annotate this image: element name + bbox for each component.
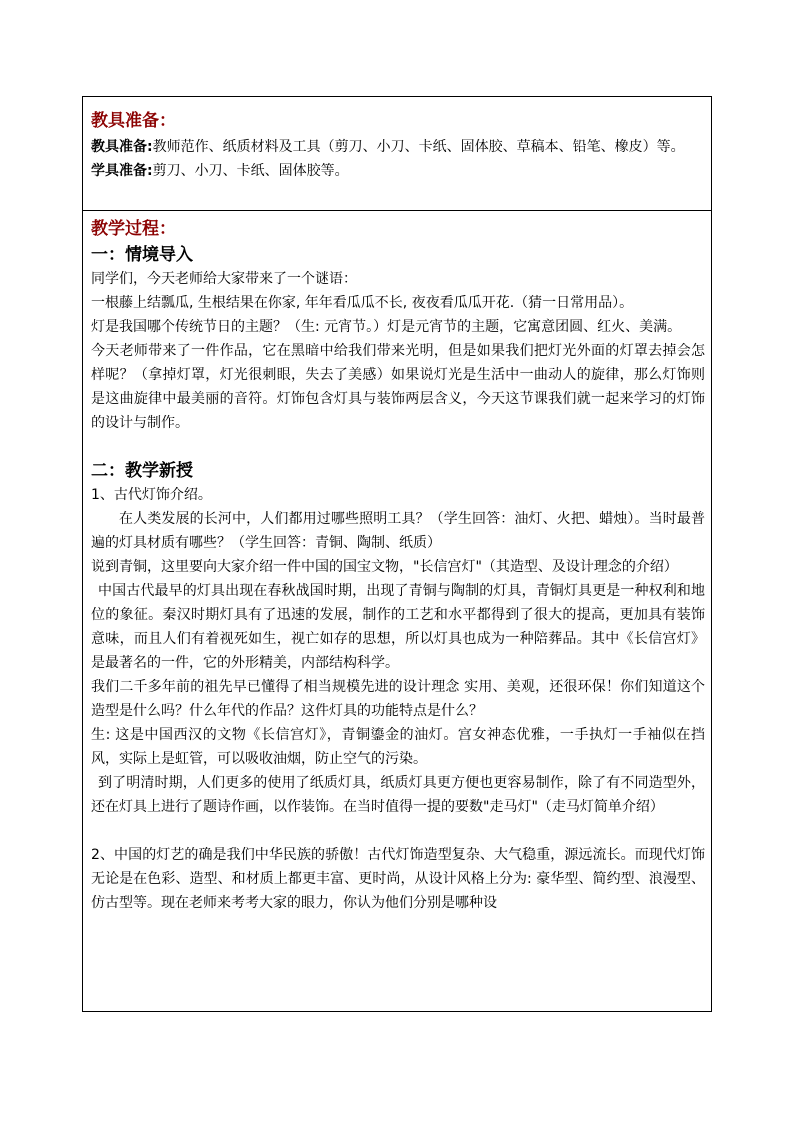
part2-paragraph-design: 我们二千多年前的祖先早已懂得了相当规模先进的设计理念 实用、美观，还很环保！你们知道这个造型是什么吗？什么年代的作品？这件灯具的功能特点是什么？ — [91, 679, 705, 719]
teacher-materials-text: 教师范作、纸质材料及工具（剪刀、小刀、卡纸、固体胶、草稿本、铅笔、橡皮）等。 — [152, 139, 685, 155]
part1-paragraph-1: 同学们，今天老师给大家带来了一个谜语： — [91, 271, 357, 287]
part2-paragraph-ming-qing: 到了明清时期，人们更多的使用了纸质灯具，纸质灯具更方便也更容易制作，除了有不同造型外，还在灯具上进行了题诗作画，以作装饰。在当时值得一提的要数"走马灯"（走马灯简单介绍） — [91, 775, 705, 815]
prep-heading: 教具准备： — [91, 111, 176, 131]
part2-title: 二：教学新授 — [91, 461, 193, 481]
part2-paragraph-history: 中国古代最早的灯具出现在春秋战国时期，出现了青铜与陶制的灯具，青铜灯具更是一种权利和地位的象征。秦汉时期灯具有了迅速的发展，制作的工艺和水平都得到了很大的提高，更加具有装饰意味，而且人们有着视死如生，视亡如存的思想，所以灯具也成为一种陪葬品。其中《长信宫灯》是最著名的一件，它的外形精美，内部结构科学。 — [91, 583, 705, 671]
part1-paragraph-3: 灯是我国哪个传统节日的主题？（生: 元宵节。）灯是元宵节的主题，它寓意团圆、红火、美满。 — [91, 319, 682, 335]
part2-paragraph-lighting-tools: 在人类发展的长河中，人们都用过哪些照明工具？（学生回答：油灯、火把、蜡烛）。当时最普遍的灯具材质有哪些？（学生回答：青铜、陶制、纸质） — [91, 511, 705, 551]
student-materials — [91, 159, 705, 183]
spacer — [91, 819, 705, 843]
lesson-plan-table — [82, 96, 712, 1012]
student-materials-text: 剪刀、小刀、卡纸、固体胶等。 — [152, 163, 349, 179]
part2-paragraph-answer: 生: 这是中国西汉的文物《长信宫灯》，青铜鎏金的油灯。宫女神态优雅，一手执灯一手袖似在挡风，实际上是虹管，可以吸收油烟，防止空气的污染。 — [91, 727, 705, 767]
prep-cell — [83, 97, 711, 211]
part2-subsection-2: 2、中国的灯艺的确是我们中华民族的骄傲！古代灯饰造型复杂、大气稳重，源远流长。而现代灯饰无论是在色彩、造型、和材质上都更丰富、更时尚，从设计风格上分为: 豪华型、简约型、浪漫型、仿古型等。现在老师来考考大家的眼力，你认为他们分别是哪种设 — [91, 847, 705, 911]
part2-subsection-1: 1、古代灯饰介绍。 — [91, 487, 212, 503]
spacer — [91, 435, 705, 459]
teacher-materials — [91, 135, 705, 159]
process-heading: 教学过程： — [91, 219, 176, 239]
part1-title: 一：情境导入 — [91, 245, 193, 265]
process-cell — [83, 211, 711, 1011]
teacher-materials-label: 教具准备: — [91, 139, 153, 155]
part1-riddle: 一根藤上结瓢瓜, 生根结果在你家, 年年看瓜瓜不长, 夜夜看瓜瓜开花.（猜一日常用品）。 — [91, 295, 634, 311]
part2-paragraph-bronze: 说到青铜，这里要向大家介绍一件中国的国宝文物，"长信宫灯"（其造型、及设计理念的介绍） — [91, 559, 678, 575]
student-materials-label: 学具准备: — [91, 163, 153, 179]
part1-paragraph-4: 今天老师带来了一件作品，它在黑暗中给我们带来光明，但是如果我们把灯光外面的灯罩去掉会怎样呢？（拿掉灯罩，灯光很刺眼，失去了美感）如果说灯光是生活中一曲动人的旋律，那么灯饰则是这曲旋律中最美丽的音符。灯饰包含灯具与装饰两层含义，今天这节课我们就一起来学习的灯饰的设计与制作。 — [91, 343, 705, 431]
